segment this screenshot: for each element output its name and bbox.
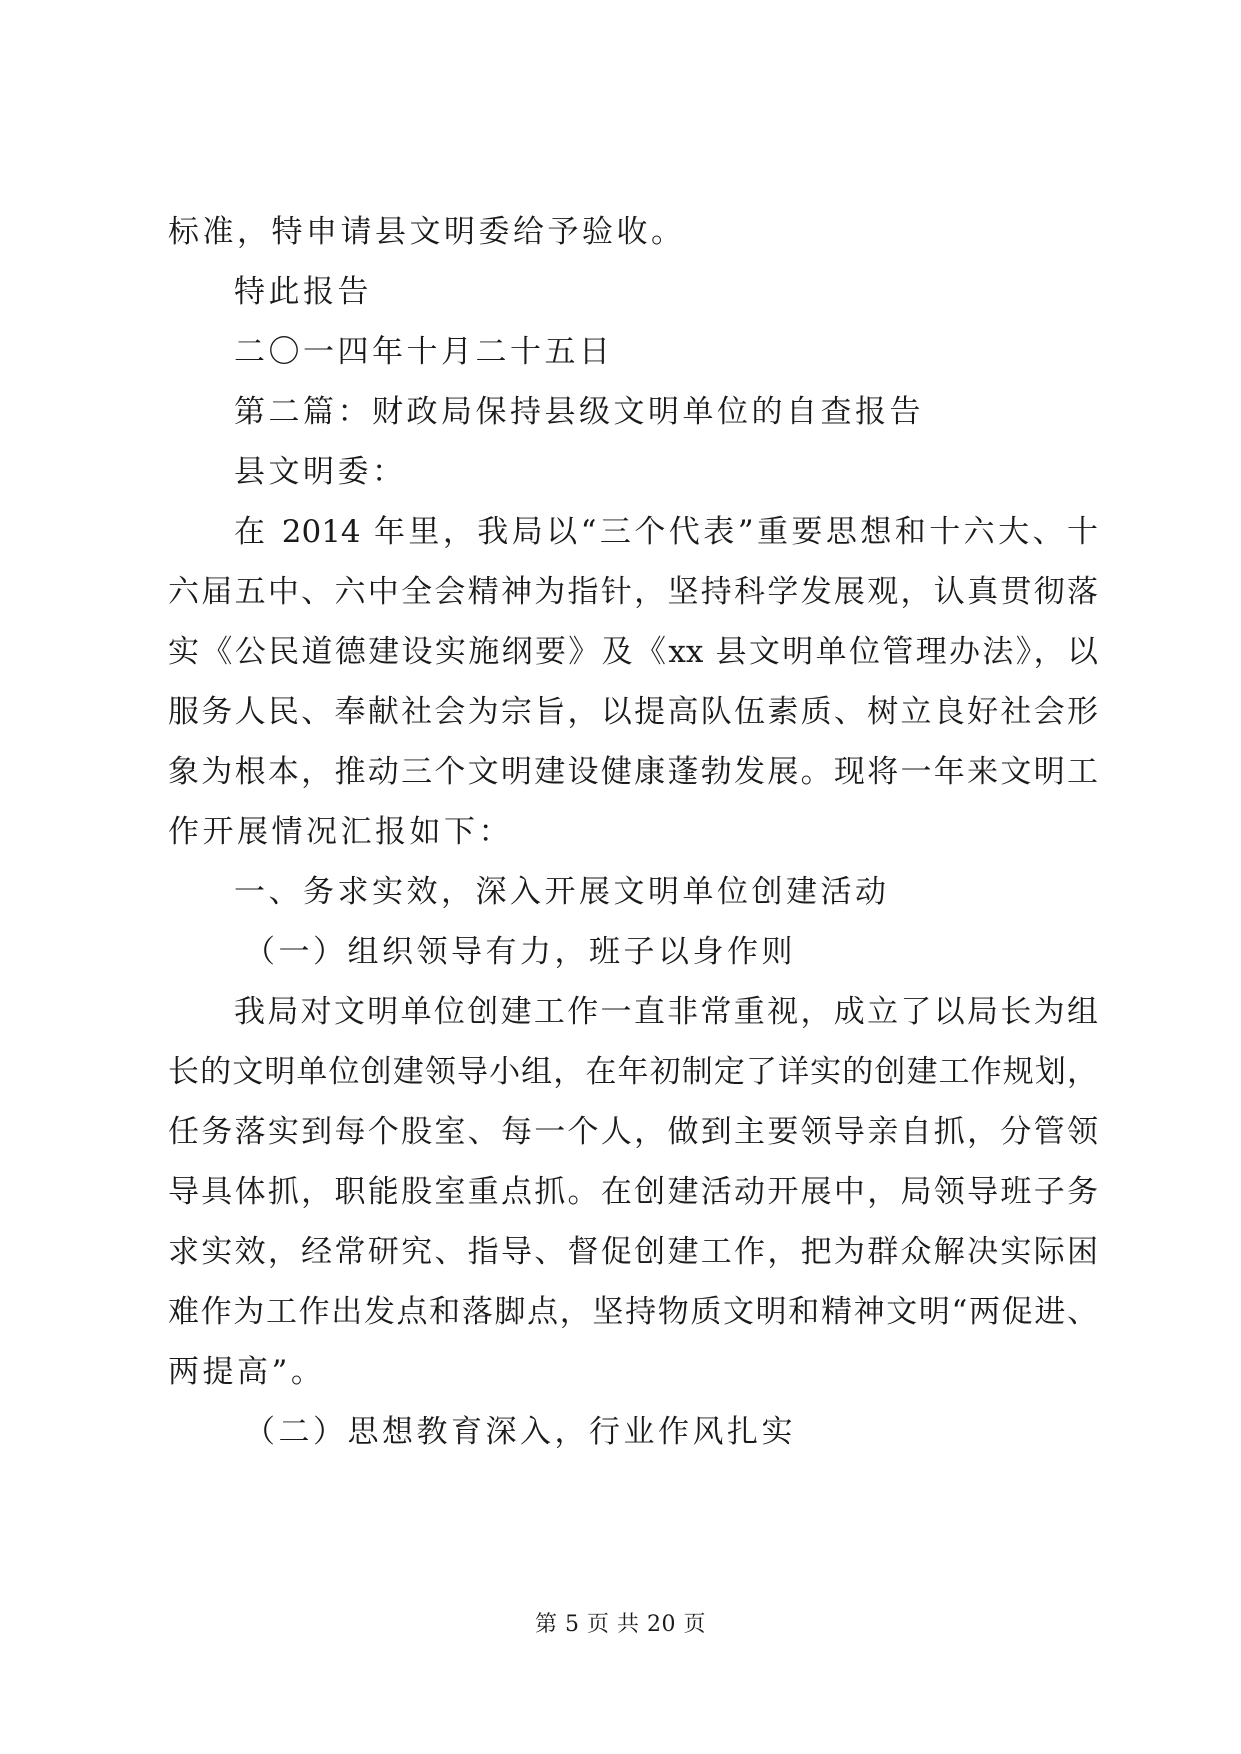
section-heading: 一、务求实效，深入开展文明单位创建活动 (234, 874, 890, 910)
text-line: 导具体抓，职能股室重点抓。在创建活动开展中，局领导班子务 (168, 1174, 1098, 1210)
text-line: 六届五中、六中全会精神为指针，坚持科学发展观，认真贯彻落 (168, 574, 1098, 610)
text-line: 难作为工作出发点和落脚点，坚持物质文明和精神文明“两促进、 (168, 1294, 1098, 1330)
text-line: 标准，特申请县文明委给予验收。 (168, 214, 686, 250)
text-line: 两提高”。 (168, 1354, 326, 1390)
text-line: 服务人民、奉献社会为宗旨，以提高队伍素质、树立良好社会形 (168, 694, 1098, 730)
text-line: 求实效，经常研究、指导、督促创建工作，把为群众解决实际困 (168, 1234, 1098, 1270)
page-number: 第 5 页 共 20 页 (535, 1612, 706, 1637)
subsection-heading: （二）思想教育深入，行业作风扎实 (244, 1414, 796, 1450)
text-line: 任务落实到每个股室、每一个人，做到主要领导亲自抓，分管领 (168, 1114, 1098, 1150)
salutation: 县文明委： (234, 454, 407, 490)
text-line: 象为根本，推动三个文明建设健康蓬勃发展。现将一年来文明工 (168, 754, 1098, 790)
text-line: 特此报告 (234, 274, 372, 310)
text-line: 实《公民道德建设实施纲要》及《xx 县文明单位管理办法》，以 (168, 634, 1098, 670)
text-line: 长的文明单位创建领导小组，在年初制定了详实的创建工作规划， (168, 1054, 1098, 1090)
subsection-heading: （一）组织领导有力，班子以身作则 (244, 934, 796, 970)
text-line: 在 2014 年里，我局以“三个代表”重要思想和十六大、十 (234, 514, 1098, 550)
section-heading: 第二篇：财政局保持县级文明单位的自查报告 (234, 394, 924, 430)
text-line: 二〇一四年十月二十五日 (234, 334, 614, 370)
text-line: 我局对文明单位创建工作一直非常重视，成立了以局长为组 (234, 994, 1098, 1030)
text-line: 作开展情况汇报如下： (168, 814, 513, 850)
